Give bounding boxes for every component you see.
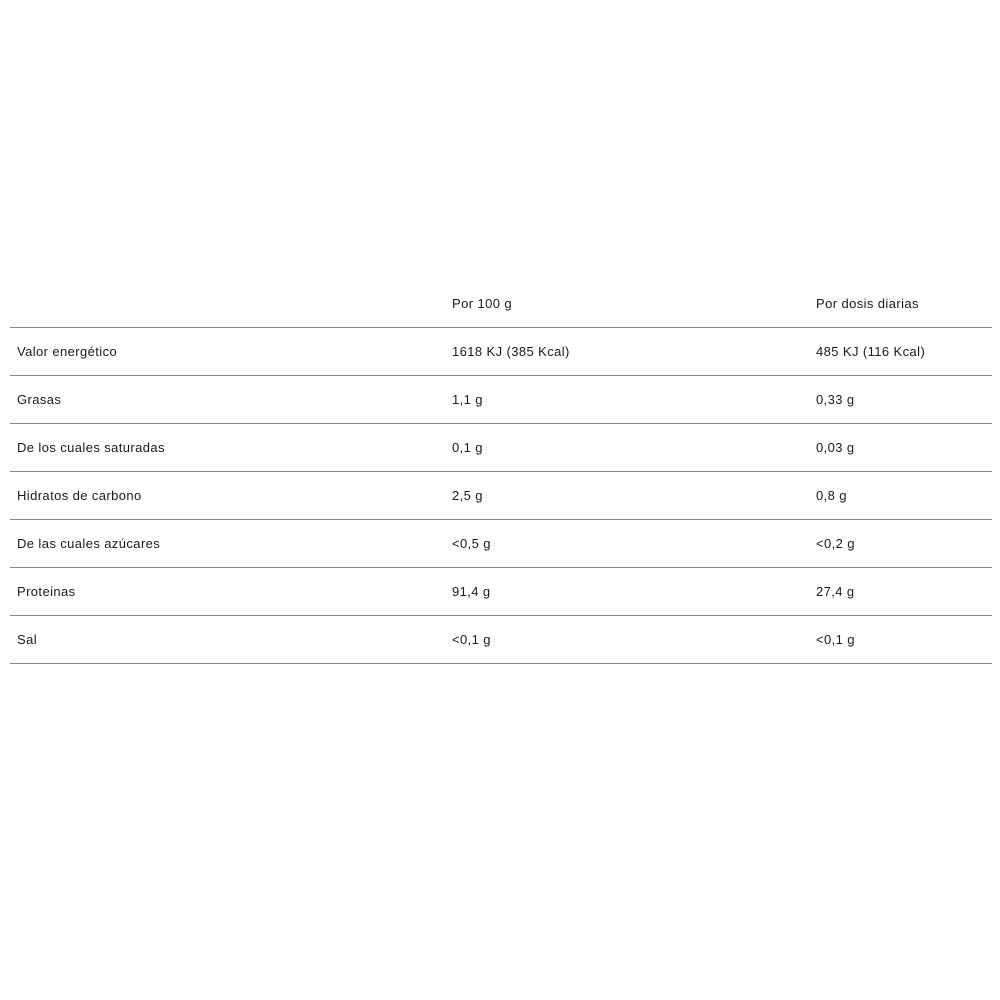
per-100g-value: 91,4 g: [452, 584, 491, 599]
per-100g-value: 1618 KJ (385 Kcal): [452, 344, 570, 359]
nutrient-name: Hidratos de carbono: [17, 488, 142, 503]
table-row: [10, 328, 992, 376]
daily-dose-value: 0,33 g: [816, 392, 855, 407]
daily-dose-value: 0,8 g: [816, 488, 847, 503]
table-header-row: [10, 280, 992, 328]
per-100g-value: <0,5 g: [452, 536, 491, 551]
nutrition-table: [10, 280, 992, 664]
nutrient-name: De las cuales azúcares: [17, 536, 161, 551]
table-row: [10, 472, 992, 520]
header-per-daily-dose: Por dosis diarias: [816, 296, 919, 311]
daily-dose-value: 27,4 g: [816, 584, 855, 599]
per-100g-value: 2,5 g: [452, 488, 483, 503]
table-row: [10, 520, 992, 568]
per-100g-value: 0,1 g: [452, 440, 483, 455]
daily-dose-value: 0,03 g: [816, 440, 855, 455]
per-100g-value: <0,1 g: [452, 632, 491, 647]
nutrient-name: Sal: [17, 632, 37, 647]
nutrient-name: Valor energético: [17, 344, 118, 359]
daily-dose-value: <0,1 g: [816, 632, 855, 647]
daily-dose-value: <0,2 g: [816, 536, 855, 551]
daily-dose-value: 485 KJ (116 Kcal): [816, 344, 926, 359]
nutrient-name: Grasas: [17, 392, 62, 407]
nutrient-name: Proteinas: [17, 584, 76, 599]
table-row: [10, 568, 992, 616]
table-row: [10, 616, 992, 664]
table-row: [10, 424, 992, 472]
table-row: [10, 376, 992, 424]
header-per-100g: Por 100 g: [452, 296, 512, 311]
nutrient-name: De los cuales saturadas: [17, 440, 165, 455]
per-100g-value: 1,1 g: [452, 392, 483, 407]
